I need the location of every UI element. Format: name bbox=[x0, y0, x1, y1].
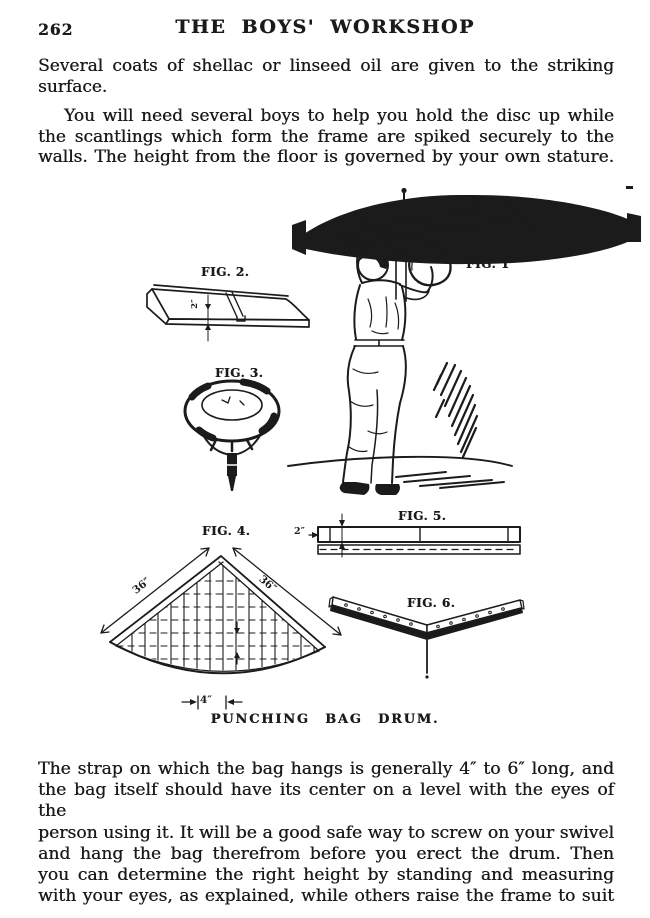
figure-illustration bbox=[0, 185, 650, 740]
paragraph-strap: The strap on which the bag hangs is generally 4″ to 6″ long, and the bag itself should have its center on a level with the eyes of the person using it. It will be a good safe way to screw on your swivel and hang the bag therefrom before you erect the drum. Then you can determine the right height by standing and measuring with your eyes, as explained, while others raise the frame to suit bbox=[38, 759, 614, 907]
fig3-drawing bbox=[185, 381, 279, 491]
fig4-dimension-right: 36″ bbox=[256, 573, 279, 595]
fig3-label: FIG. 3. bbox=[215, 366, 264, 380]
fig4-label: FIG. 4. bbox=[202, 524, 251, 538]
figure-caption: PUNCHING BAG DRUM. bbox=[210, 712, 440, 727]
paragraph-hold-disc: You will need several boys to help you hold the disc up while the scantlings which form the frame are spiked securely to the walls. The height from the floor is governed by your own stature. bbox=[38, 106, 614, 168]
fig4-dimension-bottom: 4″ bbox=[200, 694, 212, 706]
fig2-label: FIG. 2. bbox=[201, 265, 250, 279]
running-header-title: THE BOYS' WORKSHOP bbox=[175, 16, 475, 38]
fig2-dimension: 2″ bbox=[189, 299, 200, 309]
paragraph-shellac: Several coats of shellac or linseed oil are given to the striking surface. bbox=[38, 56, 614, 97]
fig4-drawing bbox=[95, 548, 345, 709]
fig1-label: FIG. 1 bbox=[466, 257, 510, 271]
fig5-label: FIG. 5. bbox=[398, 509, 447, 523]
fig5-dimension: 2″ bbox=[294, 526, 305, 537]
fig6-label: FIG. 6. bbox=[407, 596, 456, 610]
fig1-drawing bbox=[288, 188, 641, 495]
page-number: 262 bbox=[38, 20, 74, 39]
fig2-drawing bbox=[147, 285, 309, 341]
fig4-dimension-left: 36″ bbox=[130, 575, 153, 597]
scan-artifact-dash bbox=[626, 186, 633, 189]
